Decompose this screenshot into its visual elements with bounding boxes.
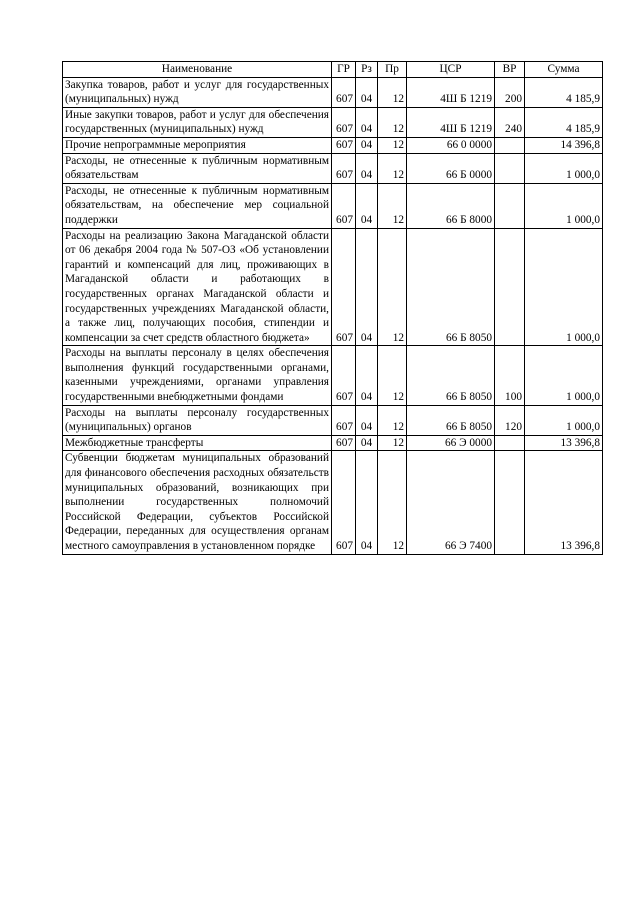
row-csr: 66 Б 8050 [407,405,495,435]
row-vr: 100 [495,346,525,405]
row-rz: 04 [356,137,378,153]
row-pr: 12 [378,77,407,107]
row-name: Субвенции бюджетам муниципальных образований для финансового обеспечения расходных обязательств муниципальных образований, возникающих при выполнении государственных полномочий Российской Федерации, субъектов Российской Федерации, переданных для осуществления органам местного самоуправления в установленном порядке [63,451,332,554]
row-vr [495,153,525,183]
row-vr: 120 [495,405,525,435]
row-pr: 12 [378,183,407,228]
row-gr: 607 [332,153,356,183]
row-pr: 12 [378,137,407,153]
row-rz: 04 [356,183,378,228]
row-sum: 13 396,8 [525,435,603,451]
table-row [63,107,603,137]
row-rz: 04 [356,451,378,554]
row-sum: 1 000,0 [525,183,603,228]
row-name: Иные закупки товаров, работ и услуг для обеспечения государственных (муниципальных) нужд [63,107,332,137]
row-name: Прочие непрограммные мероприятия [63,137,332,153]
row-gr: 607 [332,405,356,435]
row-name: Расходы на выплаты персоналу государственных (муниципальных) органов [63,405,332,435]
row-name: Расходы, не отнесенные к публичным нормативным обязательствам, на обеспечение мер социальной поддержки [63,183,332,228]
table-row [63,153,603,183]
row-name: Закупка товаров, работ и услуг для государственных (муниципальных) нужд [63,77,332,107]
table-row [63,228,603,346]
row-pr: 12 [378,346,407,405]
table-row [63,77,603,107]
row-vr [495,435,525,451]
row-vr: 240 [495,107,525,137]
row-name: Расходы, не отнесенные к публичным нормативным обязательствам [63,153,332,183]
table-row [63,137,603,153]
header-csr: ЦСР [407,62,495,78]
row-gr: 607 [332,435,356,451]
header-name: Наименование [63,62,332,78]
row-sum: 4 185,9 [525,107,603,137]
row-sum: 1 000,0 [525,405,603,435]
row-csr: 4Ш Б 1219 [407,107,495,137]
row-vr [495,137,525,153]
row-sum: 13 396,8 [525,451,603,554]
row-csr: 66 Э 7400 [407,451,495,554]
row-sum: 14 396,8 [525,137,603,153]
row-sum: 1 000,0 [525,228,603,346]
header-vr: ВР [495,62,525,78]
table-row [63,451,603,554]
row-vr [495,451,525,554]
table-row [63,183,603,228]
row-rz: 04 [356,435,378,451]
row-name: Расходы на реализацию Закона Магаданской области от 06 декабря 2004 года № 507-ОЗ «Об установлении гарантий и компенсаций для лиц, проживающих в Магаданской области и работающих в государственных органах Магаданской области и государственных учреждениях Магаданской области, а также лиц, получающих пособия, стипендии и компенсации за счет средств областного бюджета» [63,228,332,346]
row-csr: 66 0 0000 [407,137,495,153]
row-csr: 66 Б 0000 [407,153,495,183]
row-pr: 12 [378,451,407,554]
row-gr: 607 [332,107,356,137]
header-sum: Сумма [525,62,603,78]
table-row [63,346,603,405]
row-gr: 607 [332,77,356,107]
row-vr: 200 [495,77,525,107]
row-gr: 607 [332,228,356,346]
header-rz: Рз [356,62,378,78]
row-rz: 04 [356,228,378,346]
row-vr [495,228,525,346]
row-csr: 66 Б 8000 [407,183,495,228]
row-pr: 12 [378,107,407,137]
row-sum: 4 185,9 [525,77,603,107]
header-gr: ГР [332,62,356,78]
row-csr: 66 Э 0000 [407,435,495,451]
table-row [63,435,603,451]
row-vr [495,183,525,228]
row-gr: 607 [332,451,356,554]
row-rz: 04 [356,153,378,183]
row-name: Межбюджетные трансферты [63,435,332,451]
row-csr: 66 Б 8050 [407,228,495,346]
header-pr: Пр [378,62,407,78]
row-gr: 607 [332,137,356,153]
row-gr: 607 [332,183,356,228]
row-rz: 04 [356,405,378,435]
budget-table [62,61,603,555]
row-rz: 04 [356,77,378,107]
row-sum: 1 000,0 [525,153,603,183]
table-row [63,405,603,435]
row-pr: 12 [378,228,407,346]
row-pr: 12 [378,435,407,451]
row-csr: 66 Б 8050 [407,346,495,405]
row-rz: 04 [356,107,378,137]
row-pr: 12 [378,153,407,183]
row-sum: 1 000,0 [525,346,603,405]
row-rz: 04 [356,346,378,405]
row-gr: 607 [332,346,356,405]
row-name: Расходы на выплаты персоналу в целях обеспечения выполнения функций государственными органами, казенными учреждениями, органами управления государственными внебюджетными фондами [63,346,332,405]
table-header-row [63,62,603,78]
row-pr: 12 [378,405,407,435]
row-csr: 4Ш Б 1219 [407,77,495,107]
